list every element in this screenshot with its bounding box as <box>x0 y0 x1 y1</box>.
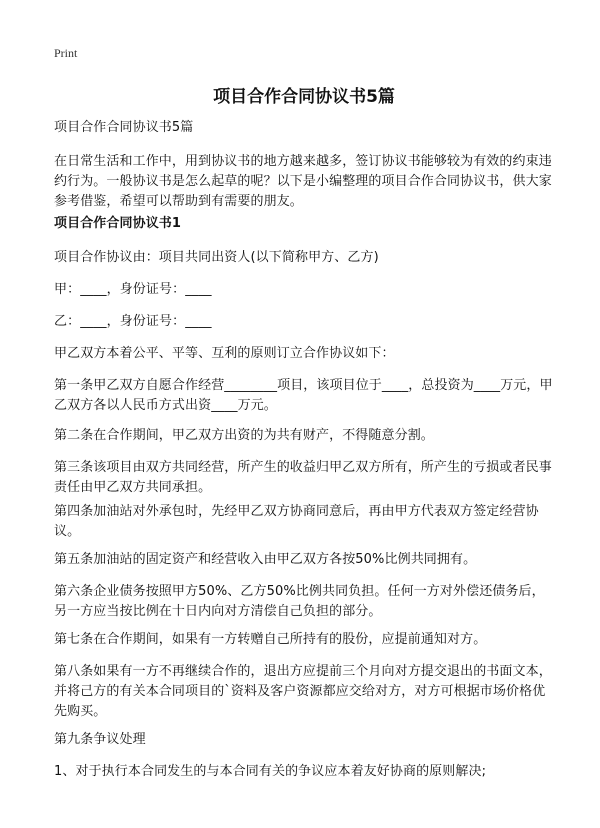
paragraph-article-8: 第八条如果有一方不再继续合作的，退出方应提前三个月向对方提交退出的书面文本，并将己方的有关本合同项目的`资料及客户资源都应交给对方，对方可根据市场价格优先购买。 <box>54 664 552 719</box>
section-heading: 项目合作合同协议书1 <box>54 216 182 231</box>
paragraph-party-a: 甲：____，身份证号：____ <box>54 282 212 297</box>
paragraph-article-4: 第四条加油站对外承包时，先经甲乙双方协商同意后，再由甲方代表双方签定经营协议。 <box>54 504 539 539</box>
paragraph-article-7: 第七条在合作期间，如果有一方转赠自己所持有的股份，应提前通知对方。 <box>54 632 487 647</box>
intro-paragraph: 在日常生活和工作中，用到协议书的地方越来越多，签订协议书能够较为有效的约束违约行为。一般协议书是怎么起草的呢？以下是小编整理的项目合作合同协议书，供大家参考借鉴，希望可以帮助到有需要的朋友。 <box>54 154 552 209</box>
paragraph-parties: 项目合作协议由：项目共同出资人(以下简称甲方、乙方) <box>54 250 379 265</box>
paragraph-party-b: 乙：____，身份证号：____ <box>54 314 212 329</box>
paragraph-article-2: 第二条在合作期间，甲乙双方出资的为共有财产，不得随意分割。 <box>54 428 434 443</box>
paragraph-article-5: 第五条加油站的固定资产和经营收入由甲乙双方各按50%比例共同拥有。 <box>54 552 477 567</box>
paragraph-clause-1: 1、对于执行本合同发生的与本合同有关的争议应本着友好协商的原则解决; <box>54 764 487 779</box>
paragraph-article-9: 第九条争议处理 <box>54 732 146 747</box>
document-title: 项目合作合同协议书5篇 <box>213 87 395 107</box>
print-link[interactable]: Print <box>54 46 78 60</box>
paragraph-article-6: 第六条企业债务按照甲方50%、乙方50%比例共同负担。任何一方对外偿还债务后，另一方应当按比例在十日内向对方清偿自己负担的部分。 <box>54 584 545 619</box>
paragraph-article-1: 第一条甲乙双方自愿合作经营________项目，该项目位于____，总投资为____万元，甲乙双方各以人民币方式出资____万元。 <box>54 378 553 413</box>
subtitle-paragraph: 项目合作合同协议书5篇 <box>54 120 194 135</box>
paragraph-article-3: 第三条该项目由双方共同经营，所产生的收益归甲乙双方所有，所产生的亏损或者民事责任由甲乙双方共同承担。 <box>54 460 552 495</box>
paragraph-principle: 甲乙双方本着公平、平等、互利的原则订立合作协议如下： <box>54 346 395 361</box>
